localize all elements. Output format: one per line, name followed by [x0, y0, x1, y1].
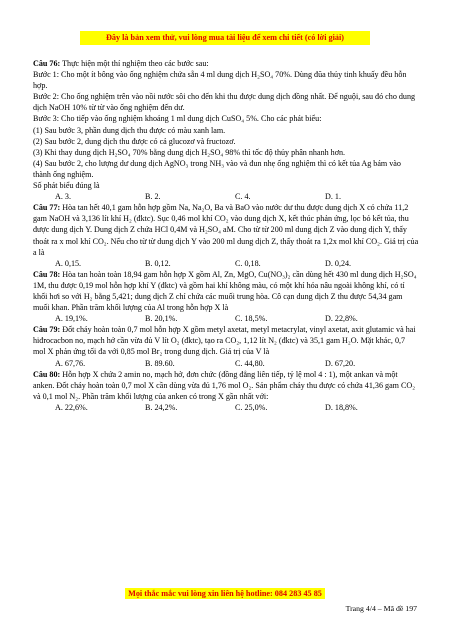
answer-options: [33, 313, 419, 324]
hotline-footer: [0, 589, 450, 598]
question-stem: Câu 78: Hòa tan hoàn toàn 18,94 gam hỗn hợp X gồm Al, Zn, MgO, Cu(NO₃)₂ cần dùng hết 430 ml dung dịch H₂SO₄ 1M, thu được 0,19 mol hỗn hợp khí Y (đktc) và gồm hai khí không màu, có một khí hóa nâu ngoài không khí, có tỉ khối hơi so với H₂ bằng 5,421; dung dịch Z chỉ chứa các muối trung hòa. Cô cạn dung dịch Z thu được 54,34 gam muối khan. Phần trăm khối lượng của Al trong hỗn hợp X là: [33, 269, 417, 313]
option-c: C. 4.: [235, 192, 251, 202]
answer-options: [33, 402, 419, 413]
answer-options: [33, 258, 419, 269]
preview-banner: Đây là bản xem thử, vui lòng mua tài liệu để xem chi tiết (có lời giải): [80, 31, 370, 45]
option-a: A. 22,6%.: [55, 402, 88, 412]
question-number: Câu 76:: [33, 59, 61, 68]
hotline-text: Mọi thắc mắc vui lòng xin liên hệ hotline: 084 283 45 85: [125, 588, 325, 599]
question-line: Bước 1: Cho một ít bông vào ống nghiệm chứa sẵn 4 ml dung dịch H₂SO₄ 70%. Dùng đũa thủy tinh khuấy đều hỗn hợp.: [33, 70, 407, 91]
question-line: (2) Sau bước 2, dung dịch thu được có cả glucozơ và fructozơ.: [33, 136, 236, 146]
answer-options: [33, 358, 419, 369]
option-a: A. 3.: [55, 192, 71, 202]
question-line: (4) Sau bước 2, cho lượng dư dung dịch AgNO₃ trong NH₃ vào và đun nhẹ ống nghiệm thì có kết tủa Ag bám vào thành ống nghiệm.: [33, 158, 401, 179]
option-c: C. 44,80.: [235, 358, 265, 368]
question-line: (1) Sau bước 3, phần dung dịch thu được có màu xanh lam.: [33, 125, 226, 135]
page-number: Trang 4/4 – Mã đề 197: [345, 604, 417, 613]
question-stem: Câu 79: Đốt cháy hoàn toàn 0,7 mol hỗn hợp X gồm metyl axetat, metyl metacrylat, vinyl axetat, axit glutamic và hai hiđrocacbon no, mạch hở cần vừa đủ V lít O₂ (đktc), tạo ra CO₂, 1,12 lít N₂ (đktc) và 35,1 gam H₂O. Mặt khác, 0,7 mol X phản ứng tối đa với 0,85 mol Br₂ trong dung dịch. Giá trị của V là: [33, 325, 416, 357]
question-stem: Câu 76: Thực hiện một thí nghiệm theo các bước sau:: [33, 59, 209, 68]
question-76: [33, 58, 419, 202]
question-line: Số phát biểu đúng là: [33, 181, 100, 191]
option-b: B. 0,12.: [145, 258, 171, 268]
question-number: Câu 77:: [33, 203, 61, 213]
question-line: (3) Khi thay dung dịch H₂SO₄ 70% bằng dung dịch H₂SO₄ 98% thì tốc độ thủy phân nhanh hơn.: [33, 147, 346, 157]
option-a: A. 67,76.: [55, 358, 86, 368]
question-78: [33, 269, 419, 324]
option-b: B. 89.60.: [145, 358, 175, 368]
question-list: [33, 58, 419, 413]
option-a: A. 0,15.: [55, 258, 82, 268]
question-line: Bước 3: Cho tiếp vào ống nghiệm khoảng 1 ml dung dịch CuSO₄ 5%. Cho các phát biểu:: [33, 114, 322, 124]
option-d: D. 22,8%.: [325, 314, 358, 324]
question-79: [33, 324, 419, 368]
question-77: [33, 202, 419, 269]
option-c: C. 25,0%.: [235, 402, 268, 412]
option-d: D. 18,8%.: [325, 402, 358, 412]
option-a: A. 19,1%.: [55, 314, 88, 324]
question-number: Câu 78:: [33, 269, 61, 279]
option-d: D. 67,20.: [325, 358, 356, 368]
option-b: B. 20,1%.: [145, 314, 178, 324]
answer-options: [33, 191, 419, 202]
question-stem: Câu 80: Hỗn hợp X chứa 2 amin no, mạch hở, đơn chức (đồng đẳng liên tiếp, tỷ lệ mol 4 : 1), một ankan và một anken. Đốt cháy hoàn toàn 0,7 mol X cần dùng vừa đủ 1,76 mol O₂. Sản phẩm cháy thu được có chứa 41,36 gam CO₂ và 0,1 mol N₂. Phần trăm khối lượng của anken có trong X gần nhất với:: [33, 369, 416, 401]
question-number: Câu 80:: [33, 369, 61, 379]
option-d: D. 0,24.: [325, 258, 352, 268]
option-b: B. 2.: [145, 192, 161, 202]
question-stem: Câu 77: Hòa tan hết 40,1 gam hỗn hợp gồm Na, Na₂O, Ba và BaO vào nước dư thu được dung dịch X có chứa 11,2 gam NaOH và 3,136 lít khí H₂ (đktc). Sục 0,46 mol khí CO₂ vào dung dịch X, kết thúc phản ứng, lọc bỏ kết tủa, thu được dung dịch Y. Dung dịch Z chứa HCl 0,4M và H₂SO₄ aM. Cho từ từ 200 ml dung dịch Z vào dung dịch Y, thấy thoát ra x mol khí CO₂. Nếu cho từ từ dung dịch Y vào 200 ml dung dịch Z, thấy thoát ra 1,2x mol khí CO₂. Giá trị của a là: [33, 203, 419, 257]
option-c: C. 18,5%.: [235, 314, 268, 324]
option-b: B. 24,2%.: [145, 402, 178, 412]
option-c: C. 0,18.: [235, 258, 261, 268]
question-line: Bước 2: Cho ống nghiệm trên vào nồi nước sôi cho đến khi thu được dung dịch đồng nhất. Để nguội, sau đó cho dung dịch NaOH 10% từ từ vào ống nghiệm đến dư.: [33, 92, 416, 113]
question-80: [33, 369, 419, 413]
question-number: Câu 79:: [33, 325, 61, 335]
option-d: D. 1.: [325, 192, 341, 202]
